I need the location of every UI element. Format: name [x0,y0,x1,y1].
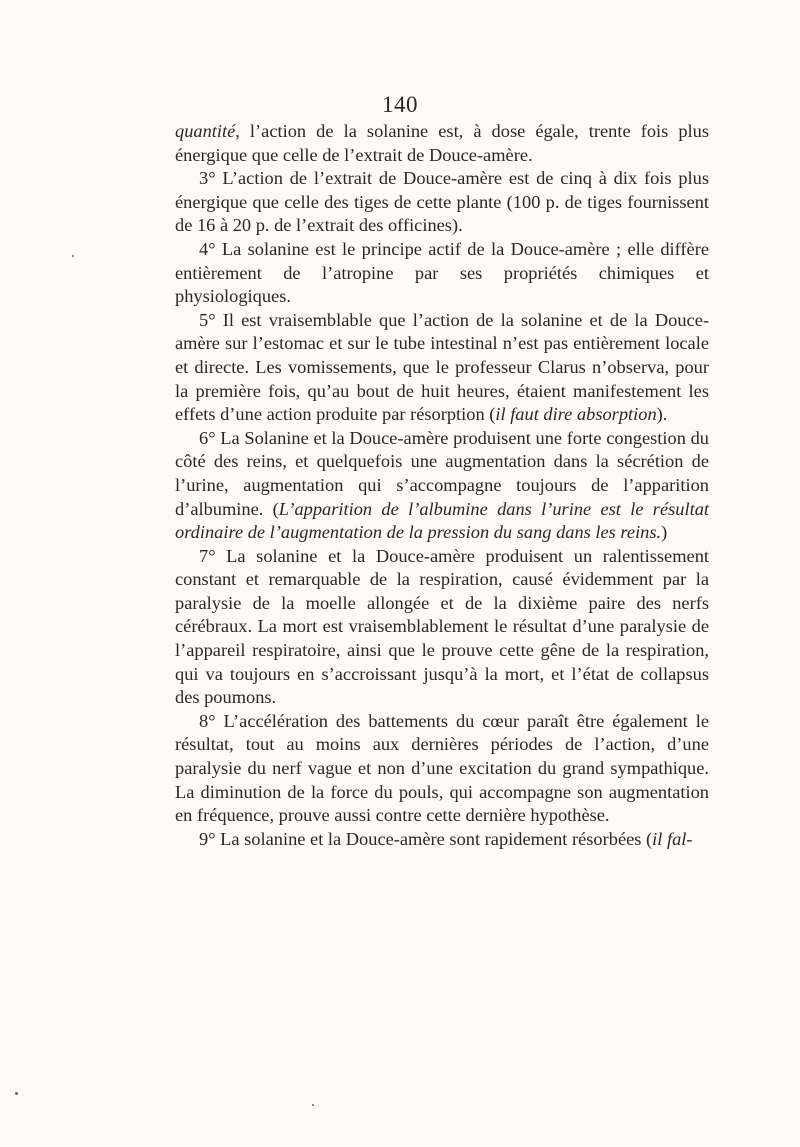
italic-text: il faut dire absorption [495,404,657,425]
paragraph-number: 4° [199,238,222,259]
body-text [175,120,709,851]
paragraph [175,309,709,427]
text-segment: L’accélération des battements du cœur paraît être également le résultat, tout au moins aux dernières périodes de l’action, d’une paralysie du nerf vague et non d’une excitation du grand sympathique. La diminution de la force du pouls, qui accompagne son augmentation en fréquence, prouve aussi contre cette dernière hypothèse. [175,710,709,826]
italic-text: il fal- [652,828,693,849]
paragraph [175,710,709,828]
text-segment: ) [661,522,668,543]
text-segment: Il est vraisemblable que l’action de la solanine et de la Douce-amère sur l’estomac et sur le tube intestinal n’est pas entièrement locale et directe. Les vomissements, que le professeur Clarus n’observa, pour la première fois, qu’au bout de huit heures, étaient manifestement les effets d’une action produite par résorption ( [175,309,709,425]
page-number: 140 [382,92,418,117]
text-segment: L’action de l’extrait de Douce-amère est de cinq à dix fois plus énergique que celle des tiges de cette plante (100 p. de tiges fournissent de 16 à 20 p. de l’extrait des officines). [175,168,709,236]
paragraph-number: 8° [199,710,224,731]
paragraph-number: 9° [199,828,221,849]
paragraph-number: 7° [199,545,227,566]
text-segment: La solanine est le principe actif de la Douce-amère ; elle diffère entièrement de l’atropine par ses propriétés chimiques et physiologiques. [175,238,710,307]
paper-speck [15,1092,18,1095]
text-segment: La solanine et la Douce-amère sont rapidement résorbées ( [220,828,653,849]
paragraph [175,427,709,545]
paragraph-number: 5° [199,309,223,330]
paragraph-number: 6° [199,427,221,448]
paragraph [175,545,709,710]
text-segment: ). [656,404,668,425]
paragraph-number: 3° [199,168,223,189]
paper-speck [72,255,74,257]
paragraph [175,238,709,309]
text-segment: , l’action de la solanine est, à dose égale, trente fois plus énergique que celle de l’extrait de Douce-amère. [175,121,709,165]
text-segment: La solanine et la Douce-amère produisent un ralentissement constant et remarquable de la respiration, causé évidemment par la paralysie de la moelle allongée et de la dixième paire des nerfs cérébraux. La mort est vraisemblablement le résultat d’une paralysie de l’appareil respiratoire, ainsi que le prouve cette gêne de la respiration, qui va toujours en s’accroissant jusqu’à la mort, et l’état de collapsus des poumons. [175,545,709,708]
paragraph [175,828,709,852]
paragraph [175,167,709,238]
text-segment: La Solanine et la Douce-amère produisent une forte congestion du côté des reins, et quelquefois une augmentation dans la sécrétion de l’urine, augmentation qui s’accompagne toujours de l’apparition d’albumine. ( [175,427,709,519]
italic-text: quantité [175,121,236,141]
paper-speck [312,1104,314,1106]
italic-text: L’apparition de l’albumine dans l’urine est le résultat ordinaire de l’augmentation de la pression du sang dans les reins. [175,498,709,543]
paragraph [175,120,709,167]
